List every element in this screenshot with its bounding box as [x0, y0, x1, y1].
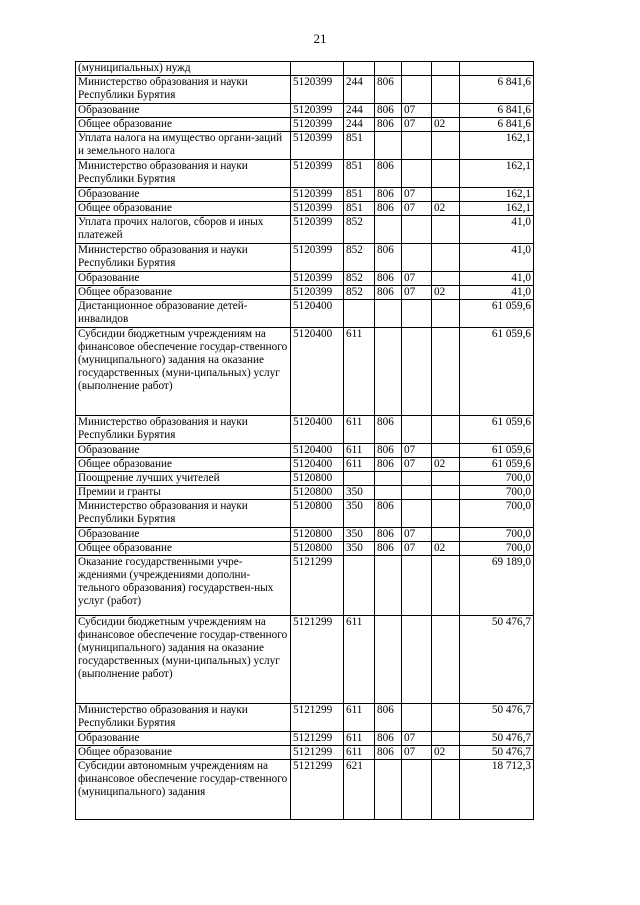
- item-name-cell: Общее образование: [76, 458, 291, 472]
- ministry-code-cell: [375, 616, 402, 704]
- table-row: [76, 272, 534, 286]
- expense-type-cell: 350: [344, 542, 375, 556]
- section-cell: 07: [402, 542, 432, 556]
- ministry-code-cell: 806: [375, 202, 402, 216]
- ministry-code-cell: 806: [375, 244, 402, 272]
- expense-type-cell: 244: [344, 76, 375, 104]
- ministry-code-cell: 806: [375, 542, 402, 556]
- section-cell: [402, 300, 432, 328]
- section-cell: 07: [402, 272, 432, 286]
- amount-cell: 61 059,6: [460, 416, 534, 444]
- ministry-code-cell: 806: [375, 272, 402, 286]
- subsection-cell: [432, 216, 460, 244]
- amount-cell: 41,0: [460, 244, 534, 272]
- target-article-cell: 5120800: [291, 472, 344, 486]
- amount-cell: [460, 62, 534, 76]
- amount-cell: 162,1: [460, 188, 534, 202]
- target-article-cell: 5120400: [291, 416, 344, 444]
- ministry-code-cell: 806: [375, 416, 402, 444]
- ministry-code-cell: [375, 556, 402, 616]
- table-row: [76, 160, 534, 188]
- subsection-cell: 02: [432, 746, 460, 760]
- expense-type-cell: [344, 472, 375, 486]
- section-cell: [402, 760, 432, 820]
- amount-cell: 41,0: [460, 272, 534, 286]
- section-cell: [402, 704, 432, 732]
- ministry-code-cell: 806: [375, 528, 402, 542]
- section-cell: [402, 486, 432, 500]
- item-name-cell: Общее образование: [76, 202, 291, 216]
- subsection-cell: [432, 486, 460, 500]
- table-row: [76, 188, 534, 202]
- target-article-cell: 5120800: [291, 542, 344, 556]
- target-article-cell: 5120400: [291, 444, 344, 458]
- expense-type-cell: 852: [344, 272, 375, 286]
- target-article-cell: 5120399: [291, 216, 344, 244]
- expense-type-cell: 621: [344, 760, 375, 820]
- expense-type-cell: 852: [344, 216, 375, 244]
- expense-type-cell: 851: [344, 188, 375, 202]
- ministry-code-cell: 806: [375, 160, 402, 188]
- subsection-cell: [432, 616, 460, 704]
- ministry-code-cell: 806: [375, 444, 402, 458]
- section-cell: [402, 472, 432, 486]
- section-cell: [402, 416, 432, 444]
- item-name-cell: Министерство образования и науки Республики Бурятия: [76, 500, 291, 528]
- expense-type-cell: [344, 62, 375, 76]
- amount-cell: 700,0: [460, 472, 534, 486]
- amount-cell: 6 841,6: [460, 76, 534, 104]
- section-cell: [402, 62, 432, 76]
- subsection-cell: [432, 76, 460, 104]
- section-cell: [402, 616, 432, 704]
- subsection-cell: [432, 528, 460, 542]
- subsection-cell: 02: [432, 542, 460, 556]
- expense-type-cell: 611: [344, 704, 375, 732]
- amount-cell: 6 841,6: [460, 118, 534, 132]
- amount-cell: 700,0: [460, 542, 534, 556]
- table-row: [76, 472, 534, 486]
- subsection-cell: [432, 300, 460, 328]
- amount-cell: 61 059,6: [460, 458, 534, 472]
- target-article-cell: 5120400: [291, 458, 344, 472]
- section-cell: [402, 160, 432, 188]
- subsection-cell: [432, 500, 460, 528]
- section-cell: [402, 132, 432, 160]
- amount-cell: 61 059,6: [460, 444, 534, 458]
- section-cell: 07: [402, 732, 432, 746]
- target-article-cell: 5121299: [291, 746, 344, 760]
- target-article-cell: 5120399: [291, 272, 344, 286]
- section-cell: 07: [402, 286, 432, 300]
- amount-cell: 6 841,6: [460, 104, 534, 118]
- subsection-cell: 02: [432, 458, 460, 472]
- table-row: [76, 328, 534, 416]
- amount-cell: 700,0: [460, 528, 534, 542]
- table-row: [76, 286, 534, 300]
- amount-cell: 700,0: [460, 500, 534, 528]
- expense-type-cell: 611: [344, 444, 375, 458]
- subsection-cell: 02: [432, 286, 460, 300]
- subsection-cell: [432, 556, 460, 616]
- item-name-cell: Министерство образования и науки Республики Бурятия: [76, 704, 291, 732]
- subsection-cell: [432, 132, 460, 160]
- target-article-cell: 5120399: [291, 76, 344, 104]
- section-cell: [402, 244, 432, 272]
- subsection-cell: [432, 160, 460, 188]
- ministry-code-cell: 806: [375, 500, 402, 528]
- expense-type-cell: 851: [344, 160, 375, 188]
- section-cell: 07: [402, 104, 432, 118]
- ministry-code-cell: 806: [375, 704, 402, 732]
- table-row: [76, 62, 534, 76]
- subsection-cell: [432, 328, 460, 416]
- amount-cell: 41,0: [460, 286, 534, 300]
- target-article-cell: [291, 62, 344, 76]
- table-row: [76, 746, 534, 760]
- amount-cell: 50 476,7: [460, 732, 534, 746]
- target-article-cell: 5120800: [291, 500, 344, 528]
- item-name-cell: Общее образование: [76, 118, 291, 132]
- expense-type-cell: 611: [344, 616, 375, 704]
- table-row: [76, 76, 534, 104]
- subsection-cell: [432, 62, 460, 76]
- table-row: [76, 500, 534, 528]
- table-row: [76, 458, 534, 472]
- target-article-cell: 5121299: [291, 556, 344, 616]
- item-name-cell: Оказание государственными учре-ждениями (учреждениями дополни-тельного образования) государствен-ных услуг (работ): [76, 556, 291, 616]
- table-row: [76, 732, 534, 746]
- item-name-cell: Премии и гранты: [76, 486, 291, 500]
- expense-type-cell: 350: [344, 486, 375, 500]
- item-name-cell: Субсидии бюджетным учреждениям на финансовое обеспечение государ-ственного (муниципального) задания на оказание государственных (муни-ципальных) услуг (выполнение работ): [76, 616, 291, 704]
- section-cell: 07: [402, 444, 432, 458]
- target-article-cell: 5120800: [291, 528, 344, 542]
- ministry-code-cell: 806: [375, 104, 402, 118]
- budget-table-body: [76, 62, 534, 820]
- table-row: [76, 528, 534, 542]
- section-cell: 07: [402, 458, 432, 472]
- section-cell: [402, 76, 432, 104]
- ministry-code-cell: 806: [375, 118, 402, 132]
- table-row: [76, 444, 534, 458]
- ministry-code-cell: 806: [375, 732, 402, 746]
- expense-type-cell: [344, 556, 375, 616]
- item-name-cell: Образование: [76, 272, 291, 286]
- page-number: 21: [313, 31, 327, 46]
- budget-table: [75, 61, 534, 820]
- target-article-cell: 5120399: [291, 104, 344, 118]
- table-row: [76, 542, 534, 556]
- item-name-cell: Уплата налога на имущество органи-заций и земельного налога: [76, 132, 291, 160]
- item-name-cell: Субсидии бюджетным учреждениям на финансовое обеспечение государ-ственного (муниципального) задания на оказание государственных (муни-ципальных) услуг (выполнение работ): [76, 328, 291, 416]
- item-name-cell: Образование: [76, 528, 291, 542]
- amount-cell: 69 189,0: [460, 556, 534, 616]
- amount-cell: 61 059,6: [460, 328, 534, 416]
- target-article-cell: 5120400: [291, 300, 344, 328]
- table-row: [76, 556, 534, 616]
- section-cell: 07: [402, 188, 432, 202]
- target-article-cell: 5121299: [291, 732, 344, 746]
- item-name-cell: Министерство образования и науки Республики Бурятия: [76, 160, 291, 188]
- expense-type-cell: 611: [344, 328, 375, 416]
- table-row: [76, 616, 534, 704]
- section-cell: [402, 328, 432, 416]
- expense-type-cell: 244: [344, 104, 375, 118]
- target-article-cell: 5120399: [291, 244, 344, 272]
- item-name-cell: Дистанционное образование детей-инвалидов: [76, 300, 291, 328]
- table-row: [76, 244, 534, 272]
- item-name-cell: Образование: [76, 444, 291, 458]
- item-name-cell: Министерство образования и науки Республики Бурятия: [76, 416, 291, 444]
- amount-cell: 50 476,7: [460, 746, 534, 760]
- expense-type-cell: 611: [344, 416, 375, 444]
- expense-type-cell: 851: [344, 202, 375, 216]
- target-article-cell: 5121299: [291, 704, 344, 732]
- subsection-cell: 02: [432, 202, 460, 216]
- target-article-cell: 5120399: [291, 132, 344, 160]
- subsection-cell: [432, 244, 460, 272]
- table-row: [76, 118, 534, 132]
- ministry-code-cell: 806: [375, 458, 402, 472]
- section-cell: 07: [402, 118, 432, 132]
- ministry-code-cell: [375, 486, 402, 500]
- table-row: [76, 202, 534, 216]
- section-cell: 07: [402, 746, 432, 760]
- item-name-cell: Образование: [76, 732, 291, 746]
- target-article-cell: 5120399: [291, 118, 344, 132]
- expense-type-cell: 611: [344, 458, 375, 472]
- target-article-cell: 5120399: [291, 160, 344, 188]
- subsection-cell: [432, 272, 460, 286]
- ministry-code-cell: [375, 132, 402, 160]
- expense-type-cell: 611: [344, 732, 375, 746]
- target-article-cell: 5120400: [291, 328, 344, 416]
- subsection-cell: [432, 472, 460, 486]
- target-article-cell: 5121299: [291, 760, 344, 820]
- ministry-code-cell: 806: [375, 188, 402, 202]
- amount-cell: 18 712,3: [460, 760, 534, 820]
- expense-type-cell: 611: [344, 746, 375, 760]
- table-row: [76, 704, 534, 732]
- target-article-cell: 5120399: [291, 286, 344, 300]
- table-row: [76, 760, 534, 820]
- ministry-code-cell: [375, 216, 402, 244]
- expense-type-cell: 350: [344, 528, 375, 542]
- target-article-cell: 5120399: [291, 202, 344, 216]
- target-article-cell: 5120800: [291, 486, 344, 500]
- table-row: [76, 416, 534, 444]
- subsection-cell: [432, 704, 460, 732]
- item-name-cell: Уплата прочих налогов, сборов и иных платежей: [76, 216, 291, 244]
- subsection-cell: [432, 760, 460, 820]
- item-name-cell: Общее образование: [76, 746, 291, 760]
- section-cell: 07: [402, 202, 432, 216]
- amount-cell: 162,1: [460, 132, 534, 160]
- amount-cell: 50 476,7: [460, 704, 534, 732]
- subsection-cell: 02: [432, 118, 460, 132]
- ministry-code-cell: 806: [375, 76, 402, 104]
- target-article-cell: 5121299: [291, 616, 344, 704]
- amount-cell: 41,0: [460, 216, 534, 244]
- table-row: [76, 132, 534, 160]
- item-name-cell: Общее образование: [76, 542, 291, 556]
- ministry-code-cell: 806: [375, 746, 402, 760]
- subsection-cell: [432, 444, 460, 458]
- amount-cell: 162,1: [460, 160, 534, 188]
- subsection-cell: [432, 104, 460, 118]
- ministry-code-cell: [375, 62, 402, 76]
- amount-cell: 700,0: [460, 486, 534, 500]
- amount-cell: 61 059,6: [460, 300, 534, 328]
- section-cell: [402, 500, 432, 528]
- item-name-cell: Поощрение лучших учителей: [76, 472, 291, 486]
- expense-type-cell: 852: [344, 244, 375, 272]
- expense-type-cell: 350: [344, 500, 375, 528]
- subsection-cell: [432, 416, 460, 444]
- ministry-code-cell: [375, 472, 402, 486]
- expense-type-cell: [344, 300, 375, 328]
- item-name-cell: Субсидии автономным учреждениям на финансовое обеспечение государ-ственного (муниципального) задания: [76, 760, 291, 820]
- table-row: [76, 486, 534, 500]
- item-name-cell: Министерство образования и науки Республики Бурятия: [76, 244, 291, 272]
- ministry-code-cell: [375, 328, 402, 416]
- item-name-cell: Общее образование: [76, 286, 291, 300]
- item-name-cell: (муниципальных) нужд: [76, 62, 291, 76]
- section-cell: [402, 216, 432, 244]
- section-cell: [402, 556, 432, 616]
- ministry-code-cell: [375, 760, 402, 820]
- expense-type-cell: 851: [344, 132, 375, 160]
- table-row: [76, 216, 534, 244]
- expense-type-cell: 244: [344, 118, 375, 132]
- amount-cell: 50 476,7: [460, 616, 534, 704]
- table-row: [76, 300, 534, 328]
- expense-type-cell: 852: [344, 286, 375, 300]
- item-name-cell: Министерство образования и науки Республики Бурятия: [76, 76, 291, 104]
- item-name-cell: Образование: [76, 104, 291, 118]
- table-row: [76, 104, 534, 118]
- amount-cell: 162,1: [460, 202, 534, 216]
- target-article-cell: 5120399: [291, 188, 344, 202]
- ministry-code-cell: 806: [375, 286, 402, 300]
- section-cell: 07: [402, 528, 432, 542]
- subsection-cell: [432, 188, 460, 202]
- ministry-code-cell: [375, 300, 402, 328]
- item-name-cell: Образование: [76, 188, 291, 202]
- subsection-cell: [432, 732, 460, 746]
